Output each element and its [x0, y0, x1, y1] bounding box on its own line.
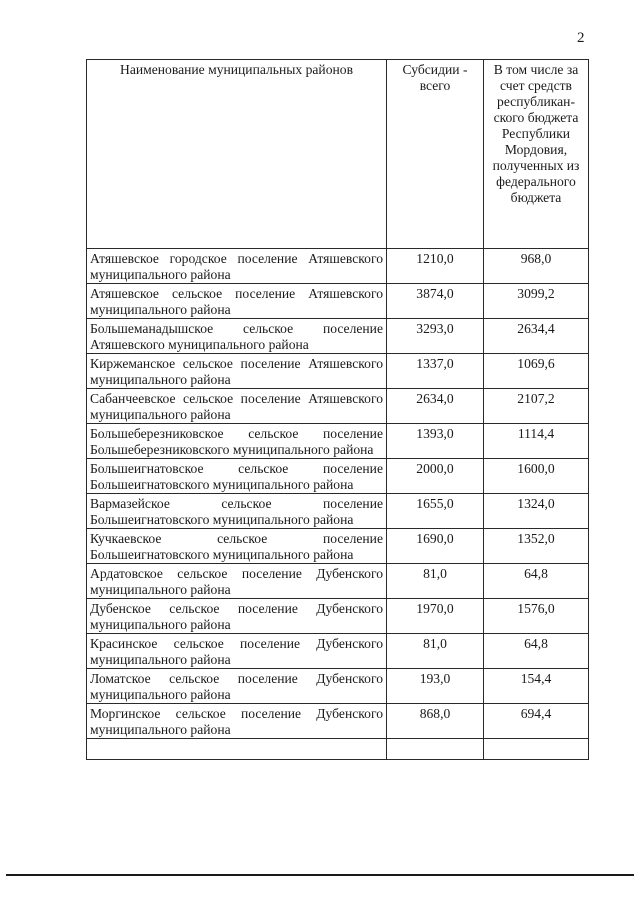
subsidies-total-cell: 1337,0 [387, 354, 484, 389]
table-row [87, 599, 589, 634]
subsidies-total-cell: 1690,0 [387, 529, 484, 564]
subsidies-total-cell: 3874,0 [387, 284, 484, 319]
empty-cell [87, 739, 387, 760]
table-header-row [87, 60, 589, 249]
district-name-cell: Сабанчеевское сельское поселение Атяшевского муниципального района [87, 389, 387, 424]
table-row [87, 634, 589, 669]
district-name-cell: Атяшевское сельское поселение Атяшевского муниципального района [87, 284, 387, 319]
district-name-cell: Красинское сельское поселение Дубенского муниципального района [87, 634, 387, 669]
table-row [87, 564, 589, 599]
subsidies-total-cell: 2634,0 [387, 389, 484, 424]
table-row [87, 669, 589, 704]
federal-share-cell: 2107,2 [484, 389, 589, 424]
subsidies-total-cell: 81,0 [387, 564, 484, 599]
district-name-cell: Дубенское сельское поселение Дубенского муниципального района [87, 599, 387, 634]
federal-share-cell: 968,0 [484, 249, 589, 284]
district-name-cell: Ардатовское сельское поселение Дубенского муниципального района [87, 564, 387, 599]
table-row [87, 354, 589, 389]
empty-cell [484, 739, 589, 760]
table-row [87, 424, 589, 459]
subsidies-total-cell: 1970,0 [387, 599, 484, 634]
table-row [87, 494, 589, 529]
subsidies-total-cell: 2000,0 [387, 459, 484, 494]
federal-share-cell: 1324,0 [484, 494, 589, 529]
footer-rule [6, 874, 634, 876]
district-name-cell: Большеманадышское сельское поселение Атяшевского муниципального района [87, 319, 387, 354]
district-name-cell: Моргинское сельское поселение Дубенского муниципального района [87, 704, 387, 739]
header-federal-share: В том числе за счет средств республикан-ского бюджета Республики Мордовия, полученных из федерального бюджета [484, 60, 589, 249]
table-row [87, 319, 589, 354]
header-district-name: Наименование муниципальных районов [87, 60, 387, 249]
header-subsidies-total: Субсидии - всего [387, 60, 484, 249]
subsidies-total-cell: 1393,0 [387, 424, 484, 459]
table-row [87, 704, 589, 739]
federal-share-cell: 1576,0 [484, 599, 589, 634]
federal-share-cell: 2634,4 [484, 319, 589, 354]
table-row [87, 249, 589, 284]
table-row-empty [87, 739, 589, 760]
district-name-cell: Ломатское сельское поселение Дубенского муниципального района [87, 669, 387, 704]
federal-share-cell: 64,8 [484, 564, 589, 599]
subsidies-table [86, 59, 589, 760]
table-row [87, 389, 589, 424]
page-number: 2 [577, 30, 585, 46]
federal-share-cell: 3099,2 [484, 284, 589, 319]
table-row [87, 459, 589, 494]
table-row [87, 284, 589, 319]
table-row [87, 529, 589, 564]
subsidies-total-cell: 1210,0 [387, 249, 484, 284]
federal-share-cell: 1600,0 [484, 459, 589, 494]
federal-share-cell: 64,8 [484, 634, 589, 669]
subsidies-total-cell: 193,0 [387, 669, 484, 704]
federal-share-cell: 694,4 [484, 704, 589, 739]
federal-share-cell: 1114,4 [484, 424, 589, 459]
subsidies-total-cell: 1655,0 [387, 494, 484, 529]
district-name-cell: Большеигнатовское сельское поселение Большеигнатовского муниципального района [87, 459, 387, 494]
table-body [87, 249, 589, 760]
district-name-cell: Атяшевское городское поселение Атяшевского муниципального района [87, 249, 387, 284]
district-name-cell: Киржеманское сельское поселение Атяшевского муниципального района [87, 354, 387, 389]
federal-share-cell: 1069,6 [484, 354, 589, 389]
subsidies-total-cell: 81,0 [387, 634, 484, 669]
district-name-cell: Вармазейское сельское поселение Большеигнатовского муниципального района [87, 494, 387, 529]
empty-cell [387, 739, 484, 760]
federal-share-cell: 154,4 [484, 669, 589, 704]
district-name-cell: Большеберезниковское сельское поселение Большеберезниковского муниципального района [87, 424, 387, 459]
subsidies-total-cell: 3293,0 [387, 319, 484, 354]
federal-share-cell: 1352,0 [484, 529, 589, 564]
subsidies-total-cell: 868,0 [387, 704, 484, 739]
district-name-cell: Кучкаевское сельское поселение Большеигнатовского муниципального района [87, 529, 387, 564]
